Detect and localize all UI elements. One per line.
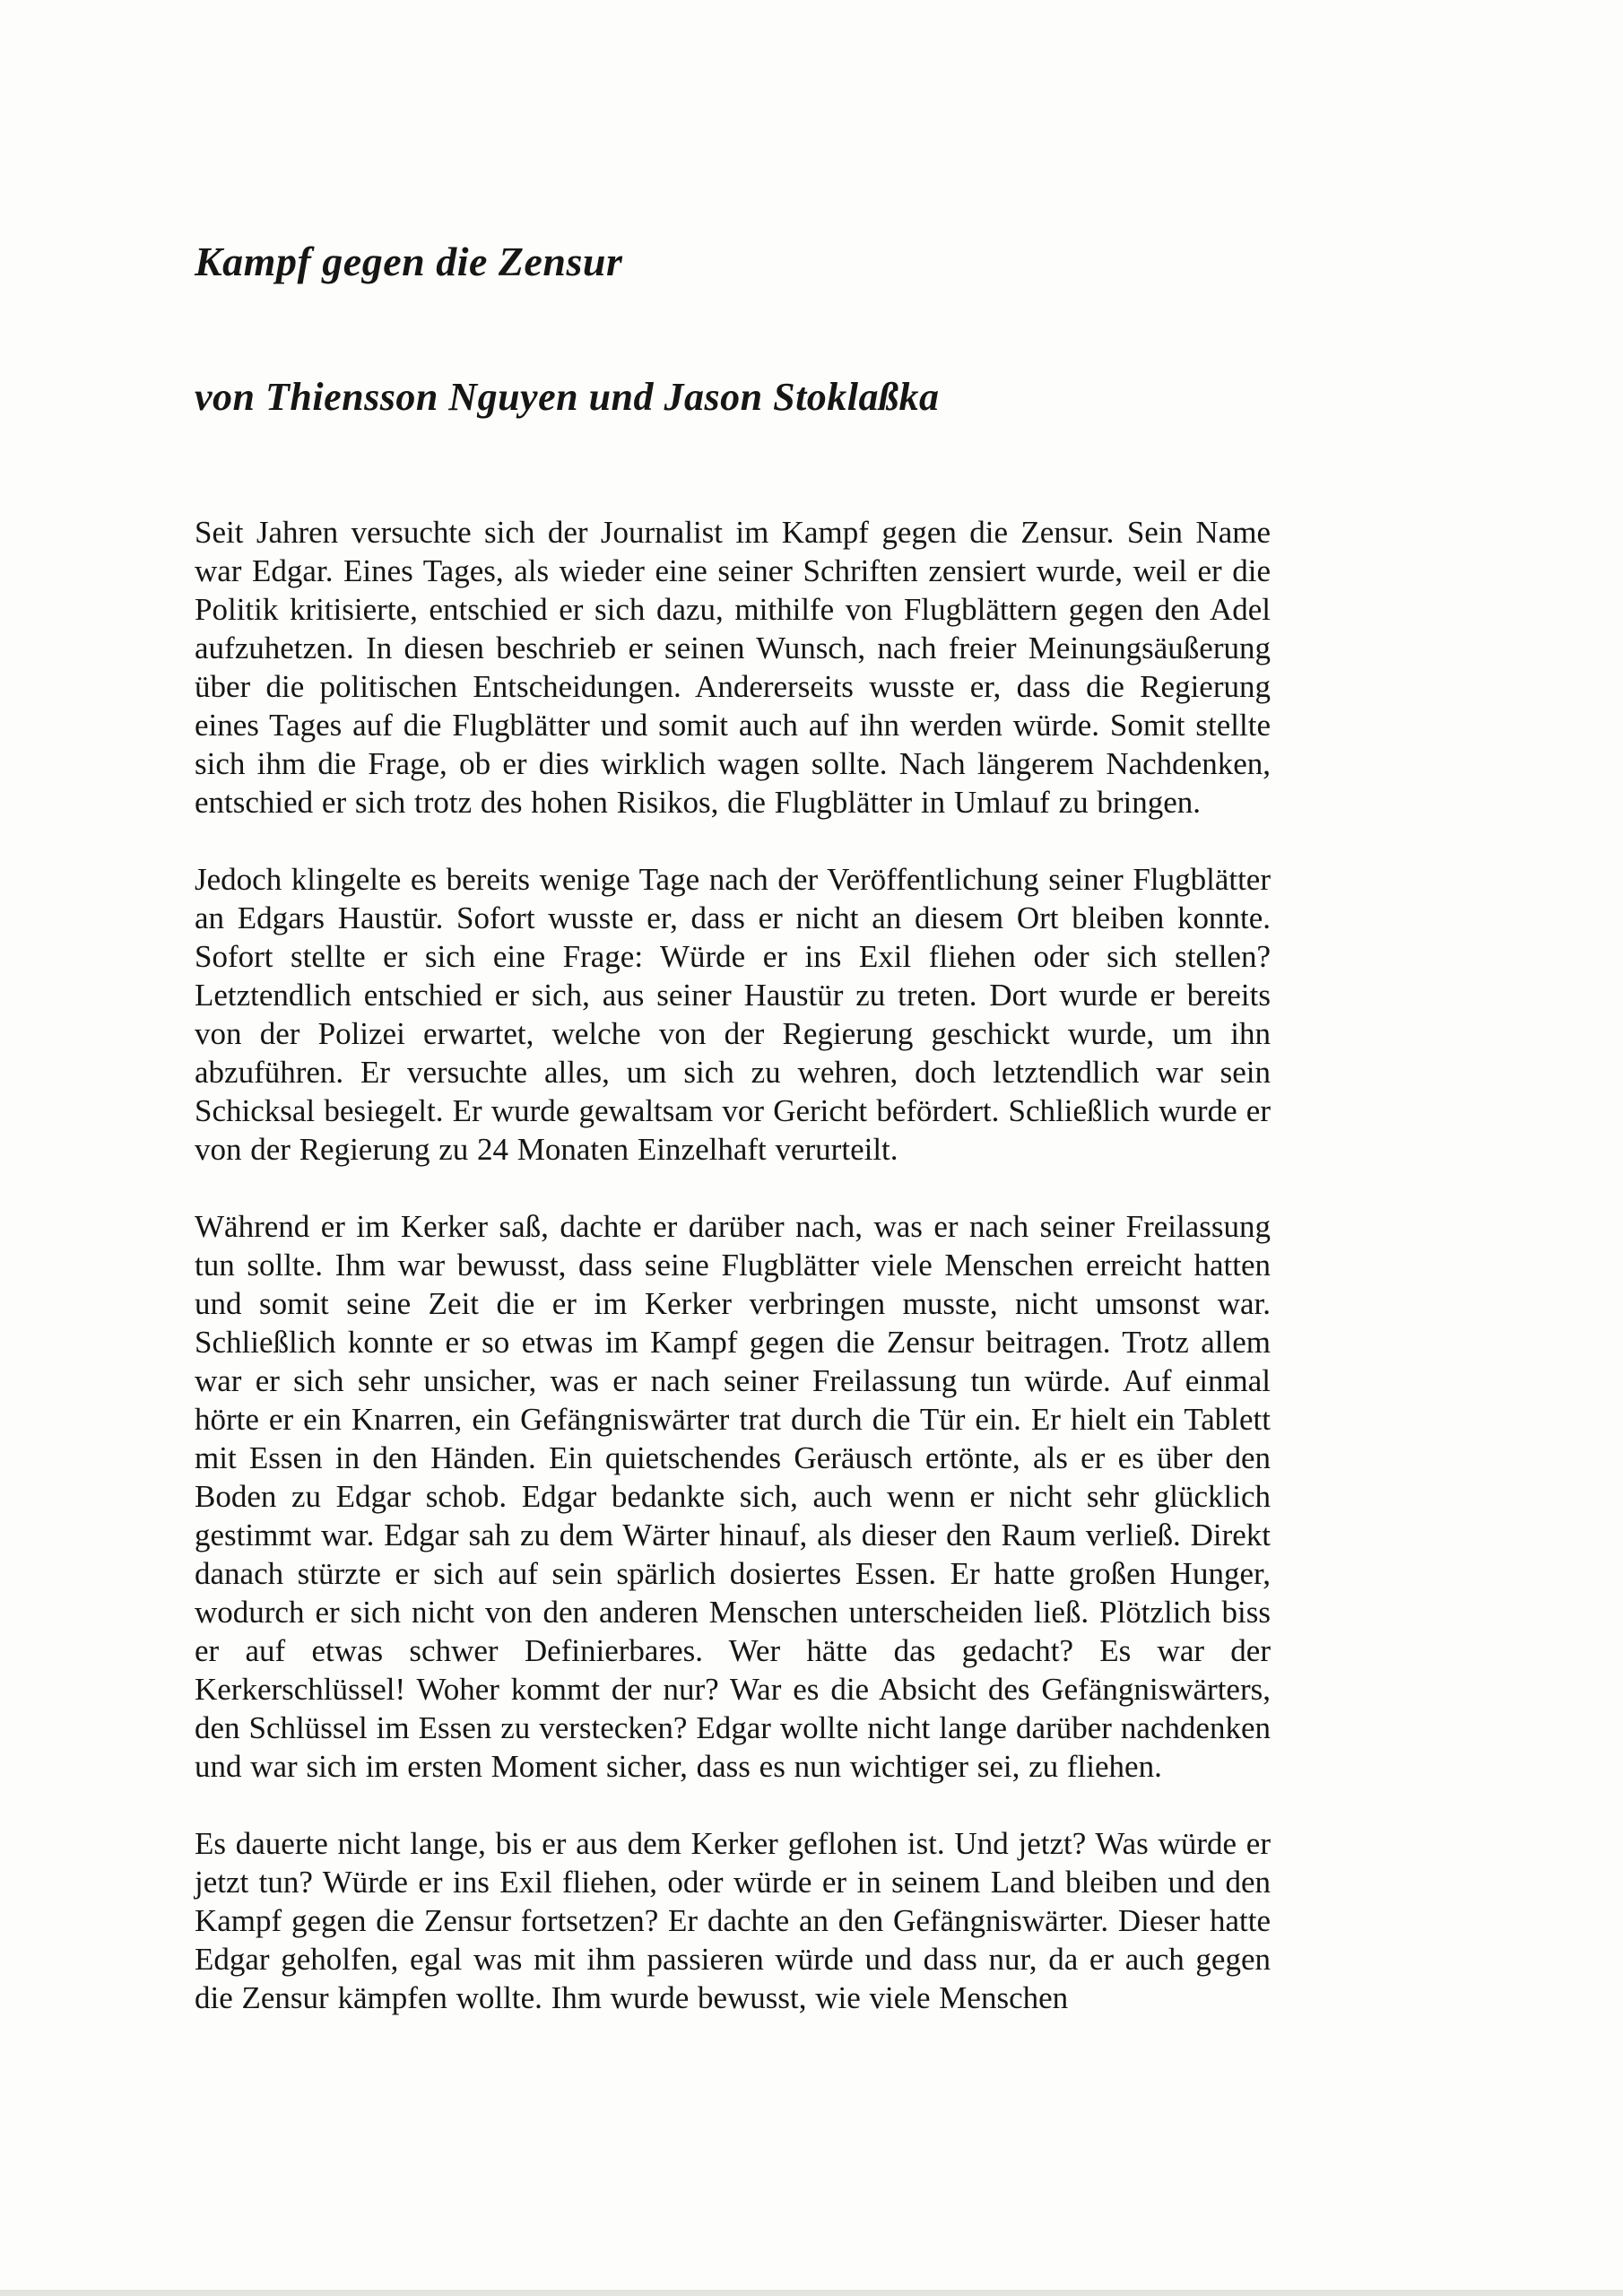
document-title: Kampf gegen die Zensur bbox=[195, 239, 623, 284]
story-paragraph-4: Es dauerte nicht lange, bis er aus dem Kerker geflohen ist. Und jetzt? Was würde er jetzt tun? Würde er ins Exil fliehen, oder würde er in seinem Land bleiben und den Kampf gegen die Zensur fortsetzen? Er dachte an den Gefängniswärter. Dieser hatte Edgar geholfen, egal was mit ihm passieren würde und dass nur, da er auch gegen die Zensur kämpfen wollte. Ihm wurde bewusst, wie viele Menschen bbox=[195, 1826, 1271, 2016]
story-paragraph-1: Seit Jahren versuchte sich der Journalist im Kampf gegen die Zensur. Sein Name war Edgar. Eines Tages, als wieder eine seiner Schriften zensiert wurde, weil er die Politik kritisierte, entschied er sich dazu, mithilfe von Flugblättern gegen den Adel aufzuhetzen. In diesen beschrieb er seinen Wunsch, nach freier Meinungsäußerung über die politischen Entscheidungen. Andererseits wusste er, dass die Regierung eines Tages auf die Flugblätter und somit auch auf ihn werden würde. Somit stellte sich ihm die Frage, ob er dies wirklich wagen sollte. Nach längerem Nachdenken, entschied er sich trotz des hohen Risikos, die Flugblätter in Umlauf zu bringen. bbox=[195, 515, 1271, 821]
document-body bbox=[195, 513, 1271, 2017]
document-byline: von Thiensson Nguyen und Jason Stoklaßka bbox=[195, 375, 940, 420]
story-paragraph-3: Während er im Kerker saß, dachte er darüber nach, was er nach seiner Freilassung tun sollte. Ihm war bewusst, dass seine Flugblätter viele Menschen erreicht hatten und somit seine Zeit die er im Kerker verbringen musste, nicht umsonst war. Schließlich konnte er so etwas im Kampf gegen die Zensur beitragen. Trotz allem war er sich sehr unsicher, was er nach seiner Freilassung tun würde. Auf einmal hörte er ein Knarren, ein Gefängniswärter trat durch die Tür ein. Er hielt ein Tablett mit Essen in den Händen. Ein quietschendes Geräusch ertönte, als er es über den Boden zu Edgar schob. Edgar bedankte sich, auch wenn er nicht sehr glücklich gestimmt war. Edgar sah zu dem Wärter hinauf, als dieser den Raum verließ. Direkt danach stürzte er sich auf sein spärlich dosiertes Essen. Er hatte großen Hunger, wodurch er sich nicht von den anderen Menschen unterscheiden ließ. Plötzlich biss er auf etwas schwer Definierbares. Wer hätte das gedacht? Es war der Kerkerschlüssel! Woher kommt der nur? War es die Absicht des Gefängniswärters, den Schlüssel im Essen zu verstecken? Edgar wollte nicht lange darüber nachdenken und war sich im ersten Moment sicher, dass es nun wichtiger sei, zu fliehen. bbox=[195, 1209, 1271, 1785]
page-bottom-edge bbox=[0, 2290, 1623, 2296]
story-paragraph-2: Jedoch klingelte es bereits wenige Tage nach der Veröffentlichung seiner Flugblätter an Edgars Haustür. Sofort wusste er, dass er nicht an diesem Ort bleiben konnte. Sofort stellte er sich eine Frage: Würde er ins Exil fliehen oder sich stellen? Letztendlich entschied er sich, aus seiner Haustür zu treten. Dort wurde er bereits von der Polizei erwartet, welche von der Regierung geschickt wurde, um ihn abzuführen. Er versuchte alles, um sich zu wehren, doch letztendlich war sein Schicksal besiegelt. Er wurde gewaltsam vor Gericht befördert. Schließlich wurde er von der Regierung zu 24 Monaten Einzelhaft verurteilt. bbox=[195, 862, 1271, 1168]
